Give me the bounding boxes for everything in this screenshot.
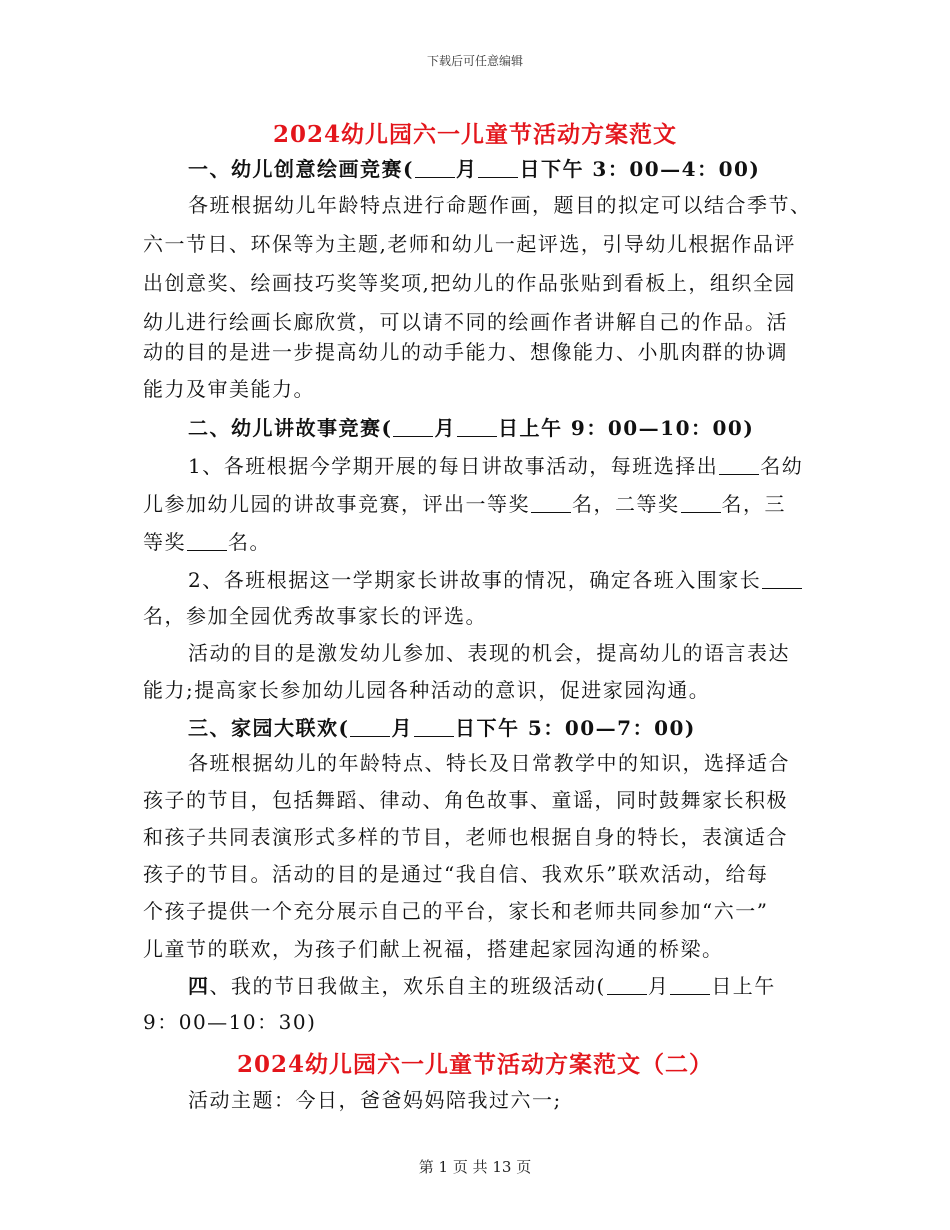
text-run: 、我的节日我做主，欢乐自主的班级活动( [209, 974, 606, 998]
section-4-number: 四 [188, 974, 210, 998]
blank-field [719, 456, 759, 475]
paragraph-line: 个孩子提供一个充分展示自己的平台，家长和老师共同参加“六一” [143, 899, 769, 923]
text-run: 日上午 [711, 974, 776, 998]
section-4-heading [188, 974, 868, 998]
paragraph-line: 孩子的节目。活动的目的是通过“我自信、我欢乐”联欢活动，给每 [143, 862, 769, 886]
blank-field [393, 418, 433, 437]
section-2-heading-month: 月 [434, 416, 456, 440]
section-2-heading-post: 日上午 9：00—10：00) [497, 416, 755, 440]
paragraph-line: 各班根据幼儿的年龄特点、特长及日常教学中的知识，选择适合 [188, 751, 790, 775]
section-3-heading-month: 月 [391, 716, 413, 740]
blank-field [187, 532, 227, 551]
paragraph-line [188, 568, 868, 592]
blank-field [457, 418, 497, 437]
paragraph-line: 名，参加全园优秀故事家长的评选。 [143, 604, 487, 628]
paragraph-line [143, 492, 823, 516]
paragraph-line: 活动的目的是激发幼儿参加、表现的机会，提高幼儿的语言表达 [188, 641, 790, 665]
blank-field [670, 976, 710, 995]
section-2-heading-pre: 二、幼儿讲故事竞赛( [188, 416, 393, 440]
text-run: 等奖 [143, 530, 186, 554]
section-2-heading [188, 416, 868, 440]
document-title-2: 2024幼儿园六一儿童节活动方案范文（二） [236, 1051, 713, 1078]
paragraph-line: 动的目的是进一步提高幼儿的动手能力、想像能力、小肌肉群的协调 [143, 340, 788, 364]
paragraph-line: 儿童节的联欢，为孩子们献上祝福，搭建起家园沟通的桥梁。 [143, 937, 724, 961]
paragraph-line: 活动主题：今日，爸爸妈妈陪我过六一; [188, 1088, 562, 1112]
blank-field [350, 718, 390, 737]
text-run: 1、各班根据今学期开展的每日讲故事活动，每班选择出 [188, 454, 719, 478]
text-run: 名，三 [721, 492, 786, 516]
page-footer: 第 1 页 共 13 页 [418, 1158, 532, 1176]
blank-field [607, 976, 647, 995]
section-3-heading [188, 716, 868, 740]
section-1-heading-pre: 一、幼儿创意绘画竞赛( [188, 157, 414, 181]
section-3-heading-post: 日下午 5：00—7：00) [454, 716, 696, 740]
text-run: 月 [647, 974, 670, 998]
text-run: 儿参加幼儿园的讲故事竞赛，评出一等奖 [143, 492, 530, 516]
page-header: 下载后可任意编辑 [426, 54, 523, 68]
paragraph-line: 和孩子共同表演形式多样的节目，老师也根据自身的特长，表演适合 [143, 825, 788, 849]
paragraph-line [143, 530, 823, 554]
paragraph-line: 各班根据幼儿年龄特点进行命题作画，题目的拟定可以结合季节、 [188, 193, 812, 217]
paragraph-line: 出创意奖、绘画技巧奖等奖项,把幼儿的作品张贴到看板上，组织全园 [143, 271, 796, 295]
text-run: 名，二等奖 [572, 492, 680, 516]
blank-field [681, 494, 721, 513]
blank-field [414, 718, 454, 737]
blank-field [415, 159, 455, 178]
text-run: 名幼 [760, 454, 804, 478]
paragraph-line: 幼儿进行绘画长廊欣赏，可以请不同的绘画作者讲解自己的作品。活 [143, 310, 788, 334]
paragraph-line [188, 454, 868, 478]
text-run: 名。 [228, 530, 271, 554]
paragraph-line: 孩子的节目，包括舞蹈、律动、角色故事、童谣，同时鼓舞家长积极 [143, 788, 788, 812]
section-3-heading-pre: 三、家园大联欢( [188, 716, 350, 740]
blank-field [478, 159, 518, 178]
text-run: 2、各班根据这一学期家长讲故事的情况，确定各班入围家长 [188, 568, 762, 592]
blank-field [531, 494, 571, 513]
paragraph-line: 能力;提高家长参加幼儿园各种活动的意识，促进家园沟通。 [143, 678, 711, 702]
paragraph-line: 六一节日、环保等为主题,老师和幼儿一起评选，引导幼儿根据作品评 [143, 232, 796, 256]
section-1-heading-post: 日下午 3：00—4：00) [519, 157, 761, 181]
paragraph-line: 9：00—10：30) [143, 1010, 317, 1034]
blank-field [762, 570, 802, 589]
section-1-heading [188, 157, 868, 181]
paragraph-line: 能力及审美能力。 [143, 377, 315, 401]
section-1-heading-month: 月 [455, 157, 478, 181]
document-title: 2024幼儿园六一儿童节活动方案范文 [272, 121, 677, 148]
